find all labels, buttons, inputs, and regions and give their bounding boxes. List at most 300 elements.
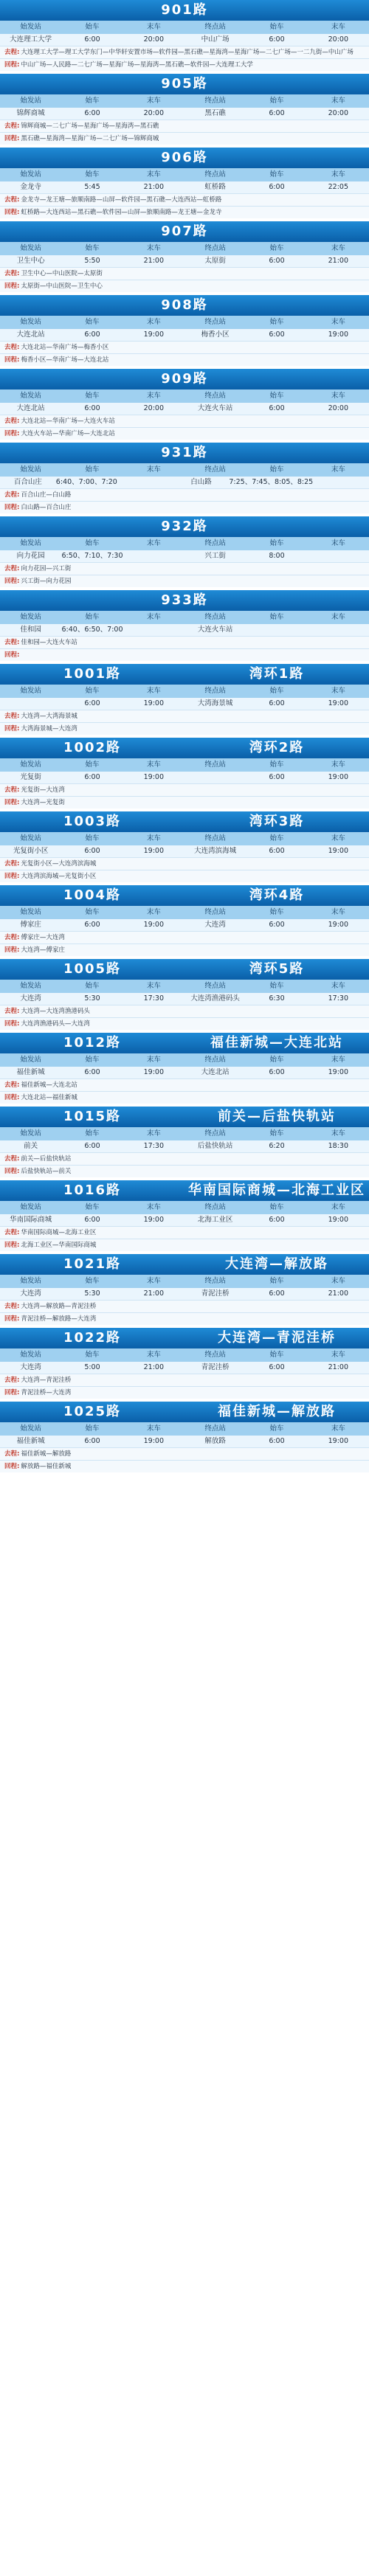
first-bus: 6:50、7:10、7:30 [61,552,123,560]
col-start: 始发站 [20,1424,41,1433]
start-station: 佳和园 [20,626,41,634]
first-bus: 6:40、7:00、7:20 [55,478,117,486]
col-first2: 始车 [269,982,284,990]
return-stops [0,1091,369,1104]
end-station: 中山广场 [201,35,230,44]
first-bus-return: 6:00 [269,921,285,929]
col-last2: 末车 [331,1203,345,1211]
first-bus: 6:00 [84,699,100,707]
first-bus-return: 6:00 [269,773,285,781]
return-stops [0,575,369,587]
col-last: 末车 [146,982,161,990]
outbound-label: 去程: [4,418,20,425]
col-last: 末车 [146,318,161,326]
route-section [0,1328,369,1399]
outbound-label: 去程: [4,1303,20,1310]
table-header [0,1348,369,1362]
outbound-stops [0,636,369,648]
route-banner [0,1107,369,1127]
col-start: 始发站 [20,834,41,842]
outbound-label: 去程: [4,491,20,499]
col-last: 末车 [146,687,161,695]
return-label: 回程: [4,1168,20,1175]
outbound-stops [0,120,369,132]
first-bus-return: 6:00 [269,1363,285,1371]
col-first: 始车 [85,539,100,547]
table-row [0,1436,369,1447]
return-text: 大连湾渔港码头—大连湾 [21,1020,90,1028]
outbound-stops [0,1300,369,1312]
return-stops [0,796,369,809]
col-end: 终点站 [204,392,226,400]
col-last: 末车 [146,834,161,842]
outbound-label: 去程: [4,122,20,130]
col-last: 末车 [146,97,161,105]
outbound-label: 去程: [4,344,20,351]
route-banner: 906路 [0,148,369,168]
last-bus-return: 19:00 [328,847,349,855]
route-section [0,959,369,1030]
first-bus: 6:00 [84,404,100,412]
table-row [0,845,369,857]
col-start: 始发站 [20,539,41,547]
return-text: 大湾海景城—大连湾 [21,725,77,733]
route-name: 大连湾—青泥洼桥 [218,1330,336,1346]
first-bus: 6:00 [84,1068,100,1076]
col-first2: 始车 [269,761,284,769]
route-banner [0,885,369,906]
return-label: 回程: [4,873,20,880]
col-end: 终点站 [204,1203,226,1211]
first-bus-return: 6:00 [269,35,285,44]
outbound-label: 去程: [4,196,20,204]
start-station: 傅家庄 [20,921,41,929]
end-station: 北海工业区 [197,1216,233,1224]
last-bus [123,550,184,562]
return-stops [0,944,369,956]
route-number: 1022路 [63,1330,122,1346]
first-bus-return: 6:00 [269,109,285,117]
first-bus: 5:50 [84,257,100,265]
col-end: 终点站 [204,761,226,769]
first-bus: 5:30 [84,1289,100,1298]
return-text: 青泥洼桥—解放路—大连湾 [21,1315,97,1323]
outbound-label: 去程: [4,1450,20,1458]
return-label: 回程: [4,1020,20,1028]
table-header [0,537,369,550]
route-name: 华南国际商城—北海工业区 [188,1183,365,1198]
start-station: 光复街 [20,773,41,781]
first-bus-return: 6:00 [269,1216,285,1224]
col-last2: 末车 [331,539,345,547]
outbound-label: 去程: [4,639,20,646]
col-first: 始车 [85,318,100,326]
start-station: 大连理工大学 [10,35,52,44]
first-bus: 6:00 [84,1437,100,1445]
table-row [0,624,369,636]
return-label: 回程: [4,1389,20,1396]
table-header [0,1201,369,1214]
outbound-label: 去程: [4,270,20,277]
start-station: 大连北站 [16,404,45,412]
col-start: 始发站 [20,908,41,916]
route-banner [0,811,369,832]
start-station: 百合山庄 [13,478,42,486]
start-station [0,698,61,710]
last-bus: 21:00 [143,257,165,265]
first-bus-return: 7:25、7:45、8:05、8:25 [229,478,314,486]
col-first2: 始车 [269,1056,284,1064]
route-banner: 907路 [0,221,369,242]
first-bus-return: 6:00 [269,847,285,855]
col-start: 始发站 [20,613,41,621]
table-row [0,1214,369,1226]
first-bus: 6:00 [84,1142,100,1150]
col-end: 终点站 [204,97,226,105]
col-last2: 末车 [331,1351,345,1359]
col-first2: 始车 [269,465,284,474]
route-section [0,1254,369,1325]
route-name: 大连湾—解放路 [225,1256,328,1272]
return-label: 回程: [4,799,20,806]
route-name: 福佳新城—解放路 [218,1404,336,1419]
return-label: 回程: [4,1463,20,1470]
return-stops [0,353,369,366]
outbound-label: 去程: [4,1008,20,1015]
return-label: 回程: [4,356,20,364]
first-bus: 6:00 [84,1216,100,1224]
return-text: 兴工街—向力花园 [21,578,72,585]
last-bus-return: 19:00 [328,699,349,707]
col-last2: 末车 [331,761,345,769]
col-last: 末车 [146,1277,161,1285]
first-bus-return: 6:20 [269,1142,285,1150]
col-first2: 始车 [269,539,284,547]
outbound-stops [0,1005,369,1017]
outbound-stops [0,783,369,796]
col-first2: 始车 [269,1424,284,1433]
col-last2: 末车 [331,982,345,990]
route-section [0,1107,369,1177]
end-station: 大连火车站 [197,404,233,412]
col-last: 末车 [146,170,161,179]
route-section [0,369,369,440]
col-start: 始发站 [20,761,41,769]
return-text: 大连北站—福佳新城 [21,1094,77,1101]
first-bus: 6:00 [84,330,100,339]
col-first: 始车 [85,97,100,105]
return-label: 回程: [4,946,20,954]
last-bus: 21:00 [143,1289,165,1298]
start-station: 卫生中心 [16,257,45,265]
col-start: 始发站 [20,244,41,252]
outbound-stops [0,931,369,944]
first-bus: 6:40、6:50、7:00 [61,626,123,634]
col-first: 始车 [85,1129,100,1138]
outbound-label: 去程: [4,565,20,572]
return-text: 北海工业区—华南国际商城 [21,1242,97,1249]
col-first: 始车 [85,761,100,769]
first-bus-return: 6:00 [269,1289,285,1298]
col-first2: 始车 [269,1129,284,1138]
start-station: 福佳新城 [16,1068,45,1076]
start-station: 福佳新城 [16,1437,45,1445]
col-first: 始车 [85,170,100,179]
route-section [0,1033,369,1104]
end-station: 青泥洼桥 [201,1363,230,1371]
table-row [0,1362,369,1374]
last-bus: 17:30 [143,994,165,1003]
route-section [0,664,369,735]
col-end: 终点站 [204,834,226,842]
col-start: 始发站 [20,687,41,695]
last-bus: 20:00 [143,109,165,117]
col-start: 始发站 [20,97,41,105]
end-station: 太原街 [204,257,226,265]
first-bus: 6:00 [84,847,100,855]
last-bus: 21:00 [143,1363,165,1371]
first-bus-return: 6:00 [269,330,285,339]
end-station: 黑石礁 [204,109,226,117]
route-section [0,74,369,145]
table-row [0,698,369,710]
table-header [0,242,369,255]
table-header [0,463,369,477]
col-start: 始发站 [20,392,41,400]
start-station: 金龙寺 [20,183,41,191]
col-end: 终点站 [204,23,226,31]
col-last: 末车 [146,1203,161,1211]
last-bus: 20:00 [143,35,165,44]
last-bus-return: 19:00 [328,1216,349,1224]
first-bus-return: 6:30 [269,994,285,1003]
route-number: 1001路 [63,666,122,682]
col-first: 始车 [85,23,100,31]
col-first2: 始车 [269,1277,284,1285]
route-banner [0,1328,369,1348]
table-row [0,919,369,931]
start-station: 大连湾 [20,994,41,1003]
route-number: 1002路 [63,740,122,755]
return-text: 白山路—百合山庄 [21,504,72,511]
outbound-text: 锦辉商城—二七广场—星海广场—星海湾—黑石礁 [21,122,159,130]
end-station: 大湾海景城 [197,699,233,707]
outbound-label: 去程: [4,786,20,794]
col-last2: 末车 [331,1277,345,1285]
return-text: 解放路—福佳新城 [21,1463,72,1470]
return-stops [0,1017,369,1030]
col-first: 始车 [85,392,100,400]
col-end: 终点站 [204,244,226,252]
col-last2: 末车 [331,170,345,179]
last-bus-return: 17:30 [328,994,349,1003]
return-text: 大连湾滨海城—光复街小区 [21,873,97,880]
col-first: 始车 [85,1056,100,1064]
route-banner: 908路 [0,295,369,316]
col-first2: 始车 [269,318,284,326]
route-banner: 901路 [0,0,369,21]
col-first2: 始车 [269,1203,284,1211]
table-header [0,685,369,698]
last-bus-return: 21:00 [328,1363,349,1371]
return-label: 回程: [4,135,20,142]
last-bus: 19:00 [143,847,165,855]
outbound-stops [0,488,369,501]
col-last2: 末车 [331,244,345,252]
col-last2: 末车 [331,1056,345,1064]
end-station: 虹桥路 [204,183,226,191]
col-last2: 末车 [331,318,345,326]
col-first: 始车 [85,1203,100,1211]
col-last2: 末车 [331,1129,345,1138]
outbound-text: 大连北站—华南广场—梅香小区 [21,344,109,351]
col-first: 始车 [85,1424,100,1433]
table-row [0,772,369,783]
end-station: 后盐快轨站 [197,1142,233,1150]
col-first2: 始车 [269,908,284,916]
return-stops [0,427,369,440]
outbound-stops [0,267,369,280]
col-end: 终点站 [204,1056,226,1064]
outbound-text: 大连北站—华南广场—大连火车站 [21,418,115,425]
route-number: 1005路 [63,961,122,977]
last-bus-return: 20:00 [328,35,349,44]
end-station: 大连湾滨海城 [194,847,237,855]
route-number: 1004路 [63,887,122,903]
last-bus-return: 19:00 [328,330,349,339]
outbound-label: 去程: [4,1155,20,1163]
table-header [0,758,369,772]
outbound-label: 去程: [4,934,20,941]
table-header [0,611,369,624]
col-start: 始发站 [20,982,41,990]
outbound-stops [0,1374,369,1386]
outbound-text: 百合山庄—白山路 [21,491,72,499]
col-last: 末车 [146,1129,161,1138]
outbound-label: 去程: [4,1229,20,1236]
outbound-text: 金龙寺—龙王塘—旅顺南路—山屏—软件园—黑石礁—大连西站—虹桥路 [21,196,222,204]
first-bus-return: 8:00 [269,552,285,560]
start-station: 大连湾 [20,1363,41,1371]
end-station: 大连北站 [201,1068,230,1076]
outbound-text: 福佳新城—解放路 [21,1450,72,1458]
col-last2: 末车 [331,23,345,31]
table-row [0,329,369,341]
col-last: 末车 [146,1056,161,1064]
end-station [184,772,246,783]
col-last: 末车 [146,613,161,621]
route-banner: 932路 [0,516,369,537]
start-station: 大连北站 [16,330,45,339]
first-bus: 6:00 [84,35,100,44]
return-label: 回程: [4,209,20,216]
last-bus: 20:00 [143,404,165,412]
end-station: 兴工街 [204,552,226,560]
first-bus: 6:00 [84,109,100,117]
last-bus: 21:00 [143,183,165,191]
outbound-stops [0,562,369,575]
route-banner [0,959,369,980]
outbound-stops [0,193,369,206]
route-section [0,0,369,71]
return-label: 回程: [4,1242,20,1249]
route-banner [0,1033,369,1053]
start-station: 前关 [24,1142,38,1150]
col-last2: 末车 [331,834,345,842]
last-bus: 19:00 [143,921,165,929]
return-label: 回程: [4,725,20,733]
outbound-label: 去程: [4,1081,20,1089]
col-first: 始车 [85,834,100,842]
last-bus: 19:00 [143,1216,165,1224]
return-text: 虹桥路—大连西站—黑石礁—软件园—山屏—旅顺南路—龙王塘—金龙寺 [21,209,222,216]
outbound-stops [0,710,369,722]
col-last2: 末车 [331,908,345,916]
col-start: 始发站 [20,23,41,31]
start-station: 华南国际商城 [10,1216,52,1224]
route-number: 1021路 [63,1256,122,1272]
route-name: 前关—后盐快轨站 [218,1109,336,1124]
col-last: 末车 [146,465,161,474]
first-bus: 6:00 [84,921,100,929]
table-header [0,906,369,919]
table-header [0,21,369,34]
route-name: 湾环2路 [249,740,305,755]
route-name: 湾环4路 [249,887,305,903]
route-section [0,1402,369,1472]
last-bus-return [313,477,369,488]
end-station: 梅香小区 [201,330,230,339]
outbound-label: 去程: [4,713,20,720]
table-header [0,1275,369,1288]
outbound-label: 去程: [4,860,20,868]
col-first2: 始车 [269,1351,284,1359]
outbound-text: 福佳新城—大连北站 [21,1081,77,1089]
route-number: 1015路 [63,1109,122,1124]
col-last: 末车 [146,1351,161,1359]
outbound-text: 卫生中心—中山医院—太原街 [21,270,103,277]
col-last: 末车 [146,1424,161,1433]
outbound-stops [0,46,369,58]
last-bus-return: 20:00 [328,404,349,412]
last-bus-return: 20:00 [328,109,349,117]
col-first: 始车 [85,982,100,990]
route-section [0,885,369,956]
return-label: 回程: [4,61,20,69]
col-first: 始车 [85,908,100,916]
last-bus: 17:30 [143,1142,165,1150]
route-section [0,516,369,587]
route-name: 福佳新城—大连北站 [210,1035,343,1050]
route-name: 湾环5路 [249,961,305,977]
col-last: 末车 [146,539,161,547]
col-first2: 始车 [269,97,284,105]
route-number: 1003路 [63,814,122,829]
col-last2: 末车 [331,613,345,621]
col-start: 始发站 [20,170,41,179]
route-banner: 905路 [0,74,369,94]
route-section [0,221,369,292]
col-start: 始发站 [20,1056,41,1064]
route-section [0,590,369,661]
col-first2: 始车 [269,244,284,252]
col-end: 终点站 [204,1277,226,1285]
col-end: 终点站 [204,465,226,474]
return-stops [0,280,369,292]
route-name: 湾环3路 [249,814,305,829]
route-section [0,811,369,882]
first-bus-return: 6:00 [269,404,285,412]
